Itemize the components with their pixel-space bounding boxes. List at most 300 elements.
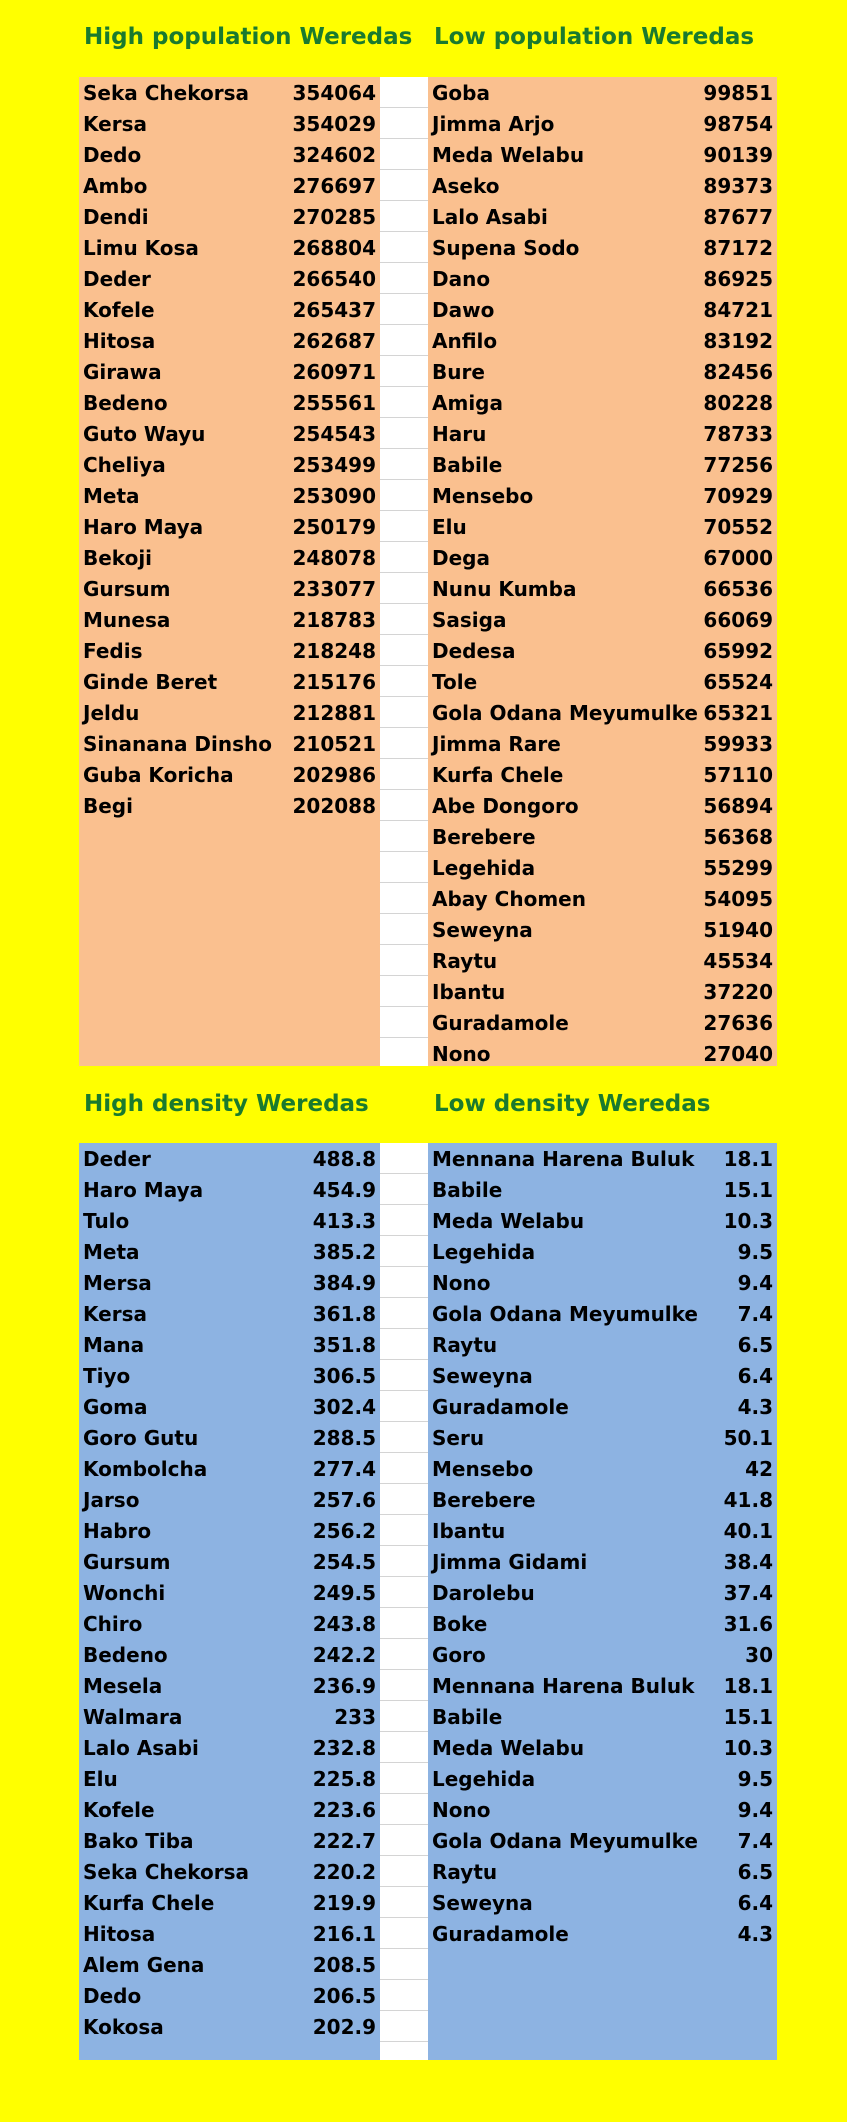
table-row xyxy=(79,1608,380,1639)
table-row xyxy=(428,480,777,511)
table-row xyxy=(79,1422,380,1453)
table-row xyxy=(428,821,777,852)
wereda-value: 6.4 xyxy=(737,1890,773,1915)
wereda-name: Kurfa Chele xyxy=(83,1890,215,1915)
table-row xyxy=(79,1267,380,1298)
table-row xyxy=(79,1763,380,1794)
wereda-name: Seweyna xyxy=(432,917,533,942)
wereda-value: 89373 xyxy=(703,173,773,198)
table-row xyxy=(79,1236,380,1267)
wereda-name: Amiga xyxy=(432,390,503,415)
wereda-name: Jimma Arjo xyxy=(432,111,555,136)
table-row xyxy=(79,1329,380,1360)
wereda-value: 78733 xyxy=(703,421,773,446)
wereda-name: Seka Chekorsa xyxy=(83,80,249,105)
wereda-name: Ambo xyxy=(83,173,148,198)
table-row xyxy=(428,1608,777,1639)
wereda-name: Haro Maya xyxy=(83,1177,204,1202)
wereda-value: 9.5 xyxy=(737,1766,773,1791)
wereda-value: 70929 xyxy=(703,483,773,508)
wereda-name: Sasiga xyxy=(432,607,507,632)
table-row xyxy=(428,852,777,883)
table-row xyxy=(428,418,777,449)
wereda-value: 27636 xyxy=(703,1010,773,1035)
wereda-value: 67000 xyxy=(703,545,773,570)
wereda-name: Nono xyxy=(432,1041,491,1066)
table-row xyxy=(428,1174,777,1205)
wereda-value: 31.6 xyxy=(723,1611,773,1636)
table-row xyxy=(79,1856,380,1887)
wereda-name: Seka Chekorsa xyxy=(83,1859,249,1884)
wereda-name: Gola Odana Meyumulke xyxy=(432,700,698,725)
wereda-value: 250179 xyxy=(292,514,376,539)
wereda-value: 210521 xyxy=(292,731,376,756)
table-row xyxy=(79,697,380,728)
high-population-title: High population Weredas xyxy=(84,24,413,50)
table-row xyxy=(79,1391,380,1422)
table-row xyxy=(428,1701,777,1732)
wereda-name: Raytu xyxy=(432,1332,498,1357)
table-row xyxy=(428,790,777,821)
density-divider-column xyxy=(380,1143,428,2060)
table-row xyxy=(428,697,777,728)
table-row xyxy=(79,635,380,666)
wereda-value: 302.4 xyxy=(312,1394,376,1419)
wereda-value: 254.5 xyxy=(312,1549,376,1574)
wereda-name: Supena Sodo xyxy=(432,235,580,260)
wereda-value: 41.8 xyxy=(723,1487,773,1512)
wereda-name: Goma xyxy=(83,1394,148,1419)
wereda-value: 306.5 xyxy=(312,1363,376,1388)
wereda-name: Legehida xyxy=(432,855,536,880)
table-row xyxy=(79,1825,380,1856)
wereda-value: 55299 xyxy=(703,855,773,880)
wereda-name: Nunu Kumba xyxy=(432,576,577,601)
population-divider-column xyxy=(380,77,428,1066)
wereda-value: 254543 xyxy=(292,421,376,446)
wereda-name: Jarso xyxy=(83,1487,140,1512)
wereda-name: Mensebo xyxy=(432,483,534,508)
wereda-value: 57110 xyxy=(703,762,773,787)
wereda-value: 4.3 xyxy=(737,1394,773,1419)
wereda-value: 202986 xyxy=(292,762,376,787)
table-row xyxy=(428,1577,777,1608)
wereda-value: 232.8 xyxy=(312,1735,376,1760)
wereda-value: 42 xyxy=(745,1456,773,1481)
wereda-name: Deder xyxy=(83,266,151,291)
wereda-value: 276697 xyxy=(292,173,376,198)
wereda-name: Mersa xyxy=(83,1270,152,1295)
wereda-value: 385.2 xyxy=(312,1239,376,1264)
wereda-value: 65524 xyxy=(703,669,773,694)
wereda-value: 90139 xyxy=(703,142,773,167)
low-density-table xyxy=(428,1143,777,1949)
wereda-value: 219.9 xyxy=(312,1890,376,1915)
table-row xyxy=(428,914,777,945)
wereda-name: Dedo xyxy=(83,142,142,167)
wereda-name: Kokosa xyxy=(83,2014,164,2039)
table-row xyxy=(79,542,380,573)
table-row xyxy=(79,573,380,604)
table-row xyxy=(428,1236,777,1267)
wereda-value: 253499 xyxy=(292,452,376,477)
wereda-value: 255561 xyxy=(292,390,376,415)
wereda-value: 87172 xyxy=(703,235,773,260)
wereda-value: 84721 xyxy=(703,297,773,322)
table-row xyxy=(428,666,777,697)
table-row xyxy=(428,542,777,573)
table-row xyxy=(79,790,380,821)
wereda-name: Meta xyxy=(83,1239,140,1264)
wereda-name: Mesela xyxy=(83,1673,163,1698)
wereda-value: 233077 xyxy=(292,576,376,601)
table-row xyxy=(428,604,777,635)
wereda-name: Goro Gutu xyxy=(83,1425,199,1450)
wereda-name: Bedeno xyxy=(83,390,168,415)
wereda-name: Girawa xyxy=(83,359,162,384)
table-row xyxy=(79,232,380,263)
table-row xyxy=(428,356,777,387)
wereda-value: 206.5 xyxy=(312,1983,376,2008)
wereda-value: 223.6 xyxy=(312,1797,376,1822)
wereda-name: Dendi xyxy=(83,204,149,229)
wereda-name: Tiyo xyxy=(83,1363,131,1388)
wereda-name: Dano xyxy=(432,266,491,291)
wereda-name: Bedeno xyxy=(83,1642,168,1667)
wereda-value: 18.1 xyxy=(723,1146,773,1171)
wereda-name: Fedis xyxy=(83,638,143,663)
table-row xyxy=(428,1329,777,1360)
wereda-value: 354029 xyxy=(292,111,376,136)
wereda-value: 98754 xyxy=(703,111,773,136)
table-row xyxy=(79,759,380,790)
table-row xyxy=(79,1887,380,1918)
wereda-value: 56368 xyxy=(703,824,773,849)
wereda-name: Boke xyxy=(432,1611,488,1636)
wereda-name: Mensebo xyxy=(432,1456,534,1481)
table-row xyxy=(79,1670,380,1701)
wereda-name: Bure xyxy=(432,359,485,384)
table-row xyxy=(428,1205,777,1236)
wereda-name: Kofele xyxy=(83,1797,155,1822)
wereda-name: Guto Wayu xyxy=(83,421,206,446)
wereda-value: 413.3 xyxy=(312,1208,376,1233)
wereda-name: Kurfa Chele xyxy=(432,762,564,787)
wereda-name: Mennana Harena Buluk xyxy=(432,1673,695,1698)
wereda-name: Kombolcha xyxy=(83,1456,208,1481)
wereda-value: 86925 xyxy=(703,266,773,291)
wereda-value: 324602 xyxy=(292,142,376,167)
table-row xyxy=(428,759,777,790)
wereda-name: Ibantu xyxy=(432,979,506,1004)
table-row xyxy=(428,170,777,201)
wereda-name: Jeldu xyxy=(83,700,140,725)
table-row xyxy=(428,1360,777,1391)
wereda-value: 277.4 xyxy=(312,1456,376,1481)
table-row xyxy=(79,1298,380,1329)
table-row xyxy=(428,1918,777,1949)
wereda-value: 37220 xyxy=(703,979,773,1004)
table-row xyxy=(428,1763,777,1794)
table-row xyxy=(79,356,380,387)
wereda-value: 9.5 xyxy=(737,1239,773,1264)
wereda-value: 236.9 xyxy=(312,1673,376,1698)
wereda-name: Abay Chomen xyxy=(432,886,586,911)
wereda-name: Raytu xyxy=(432,948,498,973)
table-row xyxy=(79,1918,380,1949)
wereda-name: Lalo Asabi xyxy=(432,204,548,229)
wereda-name: Jimma Gidami xyxy=(432,1549,588,1574)
wereda-name: Guradamole xyxy=(432,1921,569,1946)
wereda-value: 66536 xyxy=(703,576,773,601)
wereda-name: Gursum xyxy=(83,576,171,601)
wereda-name: Deder xyxy=(83,1146,151,1171)
table-row xyxy=(79,387,380,418)
table-row xyxy=(428,1732,777,1763)
wereda-value: 260971 xyxy=(292,359,376,384)
wereda-value: 202088 xyxy=(292,793,376,818)
table-row xyxy=(428,1825,777,1856)
wereda-value: 15.1 xyxy=(723,1704,773,1729)
wereda-name: Habro xyxy=(83,1518,152,1543)
table-row xyxy=(428,1298,777,1329)
table-row xyxy=(428,1422,777,1453)
table-row xyxy=(428,1546,777,1577)
wereda-name: Babile xyxy=(432,1177,503,1202)
wereda-name: Jimma Rare xyxy=(432,731,561,756)
wereda-value: 361.8 xyxy=(312,1301,376,1326)
wereda-value: 37.4 xyxy=(723,1580,773,1605)
table-row xyxy=(428,1007,777,1038)
table-row xyxy=(428,263,777,294)
wereda-value: 215176 xyxy=(292,669,376,694)
table-row xyxy=(428,1453,777,1484)
wereda-name: Alem Gena xyxy=(83,1952,205,1977)
table-row xyxy=(79,139,380,170)
wereda-value: 384.9 xyxy=(312,1270,376,1295)
wereda-name: Seweyna xyxy=(432,1363,533,1388)
low-population-table xyxy=(428,77,777,1069)
wereda-value: 77256 xyxy=(703,452,773,477)
wereda-value: 54095 xyxy=(703,886,773,911)
wereda-value: 10.3 xyxy=(723,1735,773,1760)
table-row xyxy=(428,1143,777,1174)
table-row xyxy=(428,1391,777,1422)
table-row xyxy=(79,666,380,697)
table-row xyxy=(428,635,777,666)
wereda-value: 248078 xyxy=(292,545,376,570)
wereda-name: Kersa xyxy=(83,1301,147,1326)
wereda-name: Nono xyxy=(432,1797,491,1822)
wereda-value: 6.5 xyxy=(737,1859,773,1884)
wereda-value: 233 xyxy=(334,1704,376,1729)
table-row xyxy=(79,108,380,139)
wereda-name: Goba xyxy=(432,80,490,105)
wereda-value: 218248 xyxy=(292,638,376,663)
wereda-name: Cheliya xyxy=(83,452,166,477)
table-row xyxy=(79,449,380,480)
wereda-value: 212881 xyxy=(292,700,376,725)
wereda-name: Tulo xyxy=(83,1208,130,1233)
table-row xyxy=(428,201,777,232)
wereda-value: 454.9 xyxy=(312,1177,376,1202)
table-row xyxy=(428,1670,777,1701)
wereda-value: 40.1 xyxy=(723,1518,773,1543)
wereda-name: Abe Dongoro xyxy=(432,793,579,818)
table-row xyxy=(428,1484,777,1515)
table-row xyxy=(428,945,777,976)
wereda-value: 257.6 xyxy=(312,1487,376,1512)
wereda-value: 253090 xyxy=(292,483,376,508)
table-row xyxy=(79,1174,380,1205)
wereda-value: 354064 xyxy=(292,80,376,105)
wereda-name: Sinanana Dinsho xyxy=(83,731,273,756)
low-population-title: Low population Weredas xyxy=(434,24,755,50)
wereda-value: 59933 xyxy=(703,731,773,756)
table-row xyxy=(428,108,777,139)
table-row xyxy=(79,77,380,108)
wereda-value: 38.4 xyxy=(723,1549,773,1574)
table-row xyxy=(79,1980,380,2011)
wereda-value: 262687 xyxy=(292,328,376,353)
wereda-value: 266540 xyxy=(292,266,376,291)
table-row xyxy=(79,294,380,325)
wereda-name: Munesa xyxy=(83,607,171,632)
wereda-value: 18.1 xyxy=(723,1673,773,1698)
low-density-title: Low density Weredas xyxy=(434,1091,711,1117)
table-row xyxy=(428,1887,777,1918)
wereda-name: Elu xyxy=(432,514,467,539)
wereda-name: Guba Koricha xyxy=(83,762,234,787)
wereda-name: Meda Welabu xyxy=(432,142,585,167)
wereda-name: Gola Odana Meyumulke xyxy=(432,1301,698,1326)
wereda-name: Guradamole xyxy=(432,1394,569,1419)
wereda-name: Raytu xyxy=(432,1859,498,1884)
wereda-value: 243.8 xyxy=(312,1611,376,1636)
wereda-name: Ibantu xyxy=(432,1518,506,1543)
table-row xyxy=(79,2011,380,2042)
wereda-value: 208.5 xyxy=(312,1952,376,1977)
wereda-name: Lalo Asabi xyxy=(83,1735,199,1760)
table-row xyxy=(428,325,777,356)
wereda-name: Bako Tiba xyxy=(83,1828,194,1853)
table-row xyxy=(79,1949,380,1980)
wereda-name: Dawo xyxy=(432,297,495,322)
wereda-name: Haro Maya xyxy=(83,514,204,539)
table-row xyxy=(428,139,777,170)
wereda-value: 6.5 xyxy=(737,1332,773,1357)
wereda-name: Meda Welabu xyxy=(432,1735,585,1760)
wereda-value: 56894 xyxy=(703,793,773,818)
wereda-value: 9.4 xyxy=(737,1270,773,1295)
wereda-value: 70552 xyxy=(703,514,773,539)
wereda-name: Chiro xyxy=(83,1611,143,1636)
wereda-name: Hitosa xyxy=(83,1921,156,1946)
wereda-name: Meda Welabu xyxy=(432,1208,585,1233)
table-row xyxy=(428,77,777,108)
wereda-name: Hitosa xyxy=(83,328,156,353)
wereda-value: 270285 xyxy=(292,204,376,229)
table-row xyxy=(428,1794,777,1825)
wereda-value: 265437 xyxy=(292,297,376,322)
wereda-name: Mennana Harena Buluk xyxy=(432,1146,695,1171)
table-row xyxy=(79,325,380,356)
wereda-value: 83192 xyxy=(703,328,773,353)
high-population-table xyxy=(79,77,380,821)
wereda-value: 288.5 xyxy=(312,1425,376,1450)
wereda-value: 7.4 xyxy=(737,1301,773,1326)
wereda-value: 242.2 xyxy=(312,1642,376,1667)
wereda-value: 99851 xyxy=(703,80,773,105)
wereda-name: Legehida xyxy=(432,1766,536,1791)
table-row xyxy=(428,294,777,325)
wereda-value: 80228 xyxy=(703,390,773,415)
wereda-value: 222.7 xyxy=(312,1828,376,1853)
wereda-name: Gursum xyxy=(83,1549,171,1574)
table-row xyxy=(428,1515,777,1546)
wereda-name: Dedesa xyxy=(432,638,516,663)
wereda-name: Seru xyxy=(432,1425,485,1450)
table-row xyxy=(79,418,380,449)
wereda-name: Meta xyxy=(83,483,140,508)
wereda-name: Berebere xyxy=(432,824,536,849)
table-row xyxy=(79,728,380,759)
wereda-name: Haru xyxy=(432,421,487,446)
wereda-name: Bekoji xyxy=(83,545,153,570)
wereda-value: 202.9 xyxy=(312,2014,376,2039)
wereda-name: Walmara xyxy=(83,1704,183,1729)
wereda-name: Babile xyxy=(432,1704,503,1729)
table-row xyxy=(428,573,777,604)
table-row xyxy=(428,1267,777,1298)
table-row xyxy=(79,1546,380,1577)
wereda-value: 256.2 xyxy=(312,1518,376,1543)
table-row xyxy=(79,1639,380,1670)
table-row xyxy=(79,263,380,294)
wereda-value: 45534 xyxy=(703,948,773,973)
wereda-name: Babile xyxy=(432,452,503,477)
high-density-title: High density Weredas xyxy=(84,1091,369,1117)
wereda-value: 87677 xyxy=(703,204,773,229)
high-density-table xyxy=(79,1143,380,2042)
wereda-name: Wonchi xyxy=(83,1580,166,1605)
wereda-value: 65321 xyxy=(703,700,773,725)
wereda-name: Berebere xyxy=(432,1487,536,1512)
wereda-value: 51940 xyxy=(703,917,773,942)
wereda-value: 225.8 xyxy=(312,1766,376,1791)
wereda-name: Anfilo xyxy=(432,328,498,353)
table-row xyxy=(79,1205,380,1236)
table-row xyxy=(428,449,777,480)
wereda-name: Tole xyxy=(432,669,478,694)
table-row xyxy=(79,511,380,542)
wereda-value: 216.1 xyxy=(312,1921,376,1946)
wereda-value: 10.3 xyxy=(723,1208,773,1233)
table-row xyxy=(79,604,380,635)
wereda-name: Guradamole xyxy=(432,1010,569,1035)
wereda-value: 66069 xyxy=(703,607,773,632)
table-row xyxy=(79,170,380,201)
table-row xyxy=(79,201,380,232)
table-row xyxy=(428,387,777,418)
table-row xyxy=(428,232,777,263)
table-row xyxy=(79,1143,380,1174)
wereda-value: 65992 xyxy=(703,638,773,663)
table-row xyxy=(79,1794,380,1825)
wereda-name: Gola Odana Meyumulke xyxy=(432,1828,698,1853)
table-row xyxy=(428,883,777,914)
wereda-name: Nono xyxy=(432,1270,491,1295)
